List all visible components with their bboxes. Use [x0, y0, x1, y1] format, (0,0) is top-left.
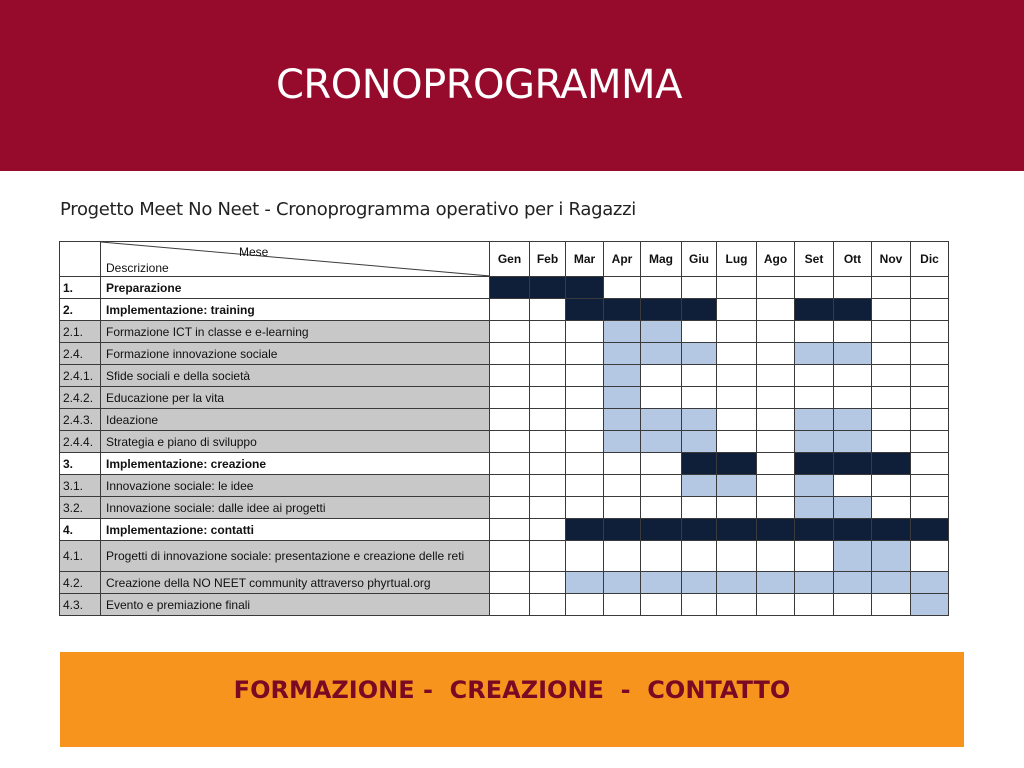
row-number: 2.4.3. [60, 409, 101, 431]
schedule-cell-mag [641, 519, 682, 541]
schedule-cell-feb [530, 453, 566, 475]
row-number: 2.1. [60, 321, 101, 343]
schedule-cell-set [795, 321, 834, 343]
schedule-cell-mag [641, 343, 682, 365]
schedule-cell-feb [530, 343, 566, 365]
schedule-cell-mag [641, 475, 682, 497]
schedule-cell-ago [757, 277, 795, 299]
schedule-cell-giu [682, 365, 717, 387]
month-header-giu: Giu [682, 242, 717, 277]
footer-text: FORMAZIONE - CREAZIONE - CONTATTO [233, 676, 791, 704]
schedule-cell-gen [490, 409, 530, 431]
footer-banner [60, 652, 964, 747]
schedule-cell-gen [490, 453, 530, 475]
schedule-cell-set [795, 519, 834, 541]
schedule-cell-feb [530, 277, 566, 299]
schedule-cell-ago [757, 475, 795, 497]
schedule-cell-ott [834, 541, 872, 572]
schedule-cell-nov [872, 475, 911, 497]
month-header-mar: Mar [566, 242, 604, 277]
schedule-cell-mag [641, 277, 682, 299]
row-description: Implementazione: creazione [101, 453, 490, 475]
slide-title: CRONOPROGRAMMA [276, 62, 682, 108]
schedule-cell-nov [872, 277, 911, 299]
schedule-cell-dic [911, 475, 949, 497]
row-description: Implementazione: contatti [101, 519, 490, 541]
schedule-cell-lug [717, 541, 757, 572]
schedule-cell-lug [717, 594, 757, 616]
schedule-cell-ott [834, 387, 872, 409]
table-row [60, 475, 949, 497]
schedule-cell-set [795, 277, 834, 299]
schedule-cell-set [795, 365, 834, 387]
month-header-apr: Apr [604, 242, 641, 277]
schedule-cell-giu [682, 343, 717, 365]
schedule-cell-set [795, 475, 834, 497]
schedule-cell-dic [911, 299, 949, 321]
row-description: Innovazione sociale: dalle idee ai progetti [101, 497, 490, 519]
row-description: Implementazione: training [101, 299, 490, 321]
schedule-cell-ott [834, 343, 872, 365]
schedule-cell-ago [757, 431, 795, 453]
table-row [60, 365, 949, 387]
schedule-cell-gen [490, 299, 530, 321]
schedule-cell-ago [757, 409, 795, 431]
schedule-cell-lug [717, 409, 757, 431]
schedule-cell-giu [682, 475, 717, 497]
schedule-cell-giu [682, 409, 717, 431]
schedule-cell-mar [566, 365, 604, 387]
schedule-cell-gen [490, 431, 530, 453]
schedule-cell-mag [641, 431, 682, 453]
schedule-cell-giu [682, 277, 717, 299]
row-number: 2.4.4. [60, 431, 101, 453]
schedule-cell-ago [757, 321, 795, 343]
schedule-cell-apr [604, 387, 641, 409]
schedule-cell-lug [717, 519, 757, 541]
row-description: Ideazione [101, 409, 490, 431]
schedule-cell-giu [682, 387, 717, 409]
schedule-cell-mar [566, 409, 604, 431]
schedule-cell-ott [834, 365, 872, 387]
schedule-cell-lug [717, 365, 757, 387]
schedule-cell-giu [682, 497, 717, 519]
schedule-cell-gen [490, 277, 530, 299]
schedule-cell-lug [717, 453, 757, 475]
row-description: Educazione per la vita [101, 387, 490, 409]
schedule-cell-dic [911, 453, 949, 475]
month-header-lug: Lug [717, 242, 757, 277]
schedule-cell-apr [604, 497, 641, 519]
row-number: 2.4.1. [60, 365, 101, 387]
schedule-cell-mar [566, 431, 604, 453]
schedule-cell-ago [757, 594, 795, 616]
schedule-cell-feb [530, 475, 566, 497]
month-header-set: Set [795, 242, 834, 277]
schedule-cell-mar [566, 572, 604, 594]
schedule-cell-giu [682, 321, 717, 343]
schedule-cell-mar [566, 497, 604, 519]
schedule-cell-set [795, 299, 834, 321]
schedule-subtitle: Progetto Meet No Neet - Cronoprogramma operativo per i Ragazzi [60, 199, 636, 220]
schedule-cell-giu [682, 572, 717, 594]
schedule-cell-nov [872, 594, 911, 616]
row-number: 4. [60, 519, 101, 541]
schedule-cell-lug [717, 475, 757, 497]
schedule-cell-feb [530, 387, 566, 409]
row-number: 2.4.2. [60, 387, 101, 409]
schedule-cell-mag [641, 387, 682, 409]
schedule-cell-ott [834, 594, 872, 616]
schedule-cell-dic [911, 572, 949, 594]
schedule-cell-mar [566, 277, 604, 299]
schedule-cell-mar [566, 541, 604, 572]
schedule-cell-dic [911, 343, 949, 365]
schedule-cell-dic [911, 321, 949, 343]
schedule-cell-giu [682, 519, 717, 541]
schedule-cell-set [795, 409, 834, 431]
month-header-ago: Ago [757, 242, 795, 277]
schedule-cell-lug [717, 387, 757, 409]
row-number: 3.2. [60, 497, 101, 519]
schedule-cell-nov [872, 409, 911, 431]
row-description: Progetti di innovazione sociale: presentazione e creazione delle reti [101, 541, 490, 572]
table-row [60, 321, 949, 343]
schedule-cell-mar [566, 453, 604, 475]
table-row [60, 594, 949, 616]
schedule-cell-feb [530, 497, 566, 519]
schedule-cell-apr [604, 453, 641, 475]
schedule-cell-set [795, 497, 834, 519]
schedule-cell-gen [490, 541, 530, 572]
schedule-cell-feb [530, 321, 566, 343]
schedule-cell-apr [604, 594, 641, 616]
row-number: 2.4. [60, 343, 101, 365]
schedule-cell-gen [490, 365, 530, 387]
schedule-cell-nov [872, 497, 911, 519]
schedule-cell-gen [490, 594, 530, 616]
row-description: Formazione innovazione sociale [101, 343, 490, 365]
schedule-cell-ott [834, 321, 872, 343]
schedule-cell-mar [566, 475, 604, 497]
schedule-cell-apr [604, 321, 641, 343]
schedule-cell-lug [717, 343, 757, 365]
schedule-cell-ott [834, 475, 872, 497]
header-description-cell [101, 242, 490, 277]
schedule-cell-ott [834, 497, 872, 519]
schedule-cell-ott [834, 453, 872, 475]
schedule-cell-nov [872, 343, 911, 365]
schedule-cell-ago [757, 365, 795, 387]
schedule-cell-dic [911, 277, 949, 299]
schedule-table [59, 241, 949, 616]
row-number: 2. [60, 299, 101, 321]
month-header-feb: Feb [530, 242, 566, 277]
row-number: 4.3. [60, 594, 101, 616]
table-row [60, 387, 949, 409]
row-description: Preparazione [101, 277, 490, 299]
schedule-cell-set [795, 541, 834, 572]
schedule-cell-mar [566, 387, 604, 409]
schedule-cell-nov [872, 519, 911, 541]
schedule-cell-apr [604, 299, 641, 321]
schedule-cell-lug [717, 321, 757, 343]
schedule-cell-ago [757, 519, 795, 541]
schedule-cell-feb [530, 365, 566, 387]
schedule-cell-apr [604, 365, 641, 387]
schedule-cell-gen [490, 572, 530, 594]
schedule-cell-feb [530, 409, 566, 431]
table-header-row [60, 242, 949, 277]
schedule-cell-nov [872, 453, 911, 475]
row-description: Innovazione sociale: le idee [101, 475, 490, 497]
table-row [60, 497, 949, 519]
schedule-cell-set [795, 343, 834, 365]
schedule-cell-mar [566, 321, 604, 343]
schedule-cell-nov [872, 321, 911, 343]
schedule-cell-ago [757, 387, 795, 409]
schedule-cell-feb [530, 519, 566, 541]
schedule-cell-ago [757, 343, 795, 365]
header-banner [0, 0, 1024, 171]
schedule-cell-nov [872, 431, 911, 453]
row-number: 1. [60, 277, 101, 299]
month-header-dic: Dic [911, 242, 949, 277]
header-num-cell [60, 242, 101, 277]
table-row [60, 453, 949, 475]
schedule-cell-feb [530, 541, 566, 572]
schedule-cell-ott [834, 519, 872, 541]
schedule-cell-mag [641, 497, 682, 519]
row-number: 4.2. [60, 572, 101, 594]
table-row [60, 343, 949, 365]
schedule-cell-ott [834, 299, 872, 321]
schedule-cell-mag [641, 299, 682, 321]
schedule-cell-nov [872, 572, 911, 594]
schedule-cell-gen [490, 475, 530, 497]
schedule-cell-mag [641, 321, 682, 343]
schedule-cell-lug [717, 497, 757, 519]
schedule-cell-gen [490, 387, 530, 409]
schedule-cell-dic [911, 431, 949, 453]
schedule-cell-nov [872, 387, 911, 409]
schedule-cell-ott [834, 409, 872, 431]
schedule-cell-giu [682, 541, 717, 572]
schedule-cell-feb [530, 572, 566, 594]
schedule-cell-apr [604, 519, 641, 541]
schedule-cell-mag [641, 365, 682, 387]
schedule-cell-giu [682, 299, 717, 321]
month-header-ott: Ott [834, 242, 872, 277]
schedule-cell-dic [911, 541, 949, 572]
row-number: 4.1. [60, 541, 101, 572]
table-row [60, 541, 949, 572]
schedule-cell-gen [490, 321, 530, 343]
header-descrizione-label: Descrizione [106, 261, 169, 275]
schedule-cell-ago [757, 453, 795, 475]
table-row [60, 277, 949, 299]
schedule-cell-set [795, 431, 834, 453]
schedule-cell-dic [911, 409, 949, 431]
header-mese-label: Mese [239, 245, 269, 259]
row-description: Creazione della NO NEET community attraverso phyrtual.org [101, 572, 490, 594]
schedule-cell-ago [757, 299, 795, 321]
schedule-cell-giu [682, 594, 717, 616]
table-row [60, 431, 949, 453]
schedule-cell-gen [490, 343, 530, 365]
row-description: Evento e premiazione finali [101, 594, 490, 616]
schedule-cell-nov [872, 299, 911, 321]
row-number: 3. [60, 453, 101, 475]
schedule-cell-ott [834, 431, 872, 453]
schedule-cell-apr [604, 409, 641, 431]
schedule-cell-dic [911, 594, 949, 616]
schedule-cell-mag [641, 409, 682, 431]
schedule-cell-mar [566, 594, 604, 616]
schedule-cell-mag [641, 453, 682, 475]
schedule-cell-set [795, 594, 834, 616]
row-number: 3.1. [60, 475, 101, 497]
schedule-cell-gen [490, 497, 530, 519]
schedule-cell-mar [566, 519, 604, 541]
schedule-cell-ago [757, 497, 795, 519]
schedule-cell-feb [530, 431, 566, 453]
table-row [60, 572, 949, 594]
schedule-cell-ott [834, 277, 872, 299]
schedule-cell-giu [682, 431, 717, 453]
schedule-cell-nov [872, 365, 911, 387]
schedule-cell-mag [641, 541, 682, 572]
schedule-cell-nov [872, 541, 911, 572]
schedule-cell-set [795, 572, 834, 594]
row-description: Sfide sociali e della società [101, 365, 490, 387]
schedule-cell-dic [911, 387, 949, 409]
row-description: Formazione ICT in classe e e-learning [101, 321, 490, 343]
schedule-cell-set [795, 387, 834, 409]
schedule-cell-apr [604, 475, 641, 497]
schedule-cell-apr [604, 431, 641, 453]
schedule-cell-ago [757, 541, 795, 572]
schedule-cell-mag [641, 594, 682, 616]
schedule-cell-lug [717, 277, 757, 299]
schedule-cell-gen [490, 519, 530, 541]
schedule-cell-apr [604, 541, 641, 572]
table-row [60, 299, 949, 321]
schedule-cell-mag [641, 572, 682, 594]
month-header-gen: Gen [490, 242, 530, 277]
schedule-table-container [59, 241, 949, 616]
schedule-cell-dic [911, 497, 949, 519]
schedule-cell-apr [604, 343, 641, 365]
schedule-cell-apr [604, 277, 641, 299]
schedule-cell-lug [717, 572, 757, 594]
schedule-cell-feb [530, 299, 566, 321]
schedule-cell-dic [911, 519, 949, 541]
table-row [60, 519, 949, 541]
schedule-cell-feb [530, 594, 566, 616]
schedule-cell-ott [834, 572, 872, 594]
schedule-cell-apr [604, 572, 641, 594]
schedule-cell-mar [566, 343, 604, 365]
month-header-nov: Nov [872, 242, 911, 277]
schedule-cell-giu [682, 453, 717, 475]
schedule-cell-lug [717, 299, 757, 321]
schedule-cell-ago [757, 572, 795, 594]
schedule-cell-lug [717, 431, 757, 453]
row-description: Strategia e piano di sviluppo [101, 431, 490, 453]
schedule-cell-mar [566, 299, 604, 321]
table-row [60, 409, 949, 431]
schedule-cell-set [795, 453, 834, 475]
schedule-cell-dic [911, 365, 949, 387]
month-header-mag: Mag [641, 242, 682, 277]
